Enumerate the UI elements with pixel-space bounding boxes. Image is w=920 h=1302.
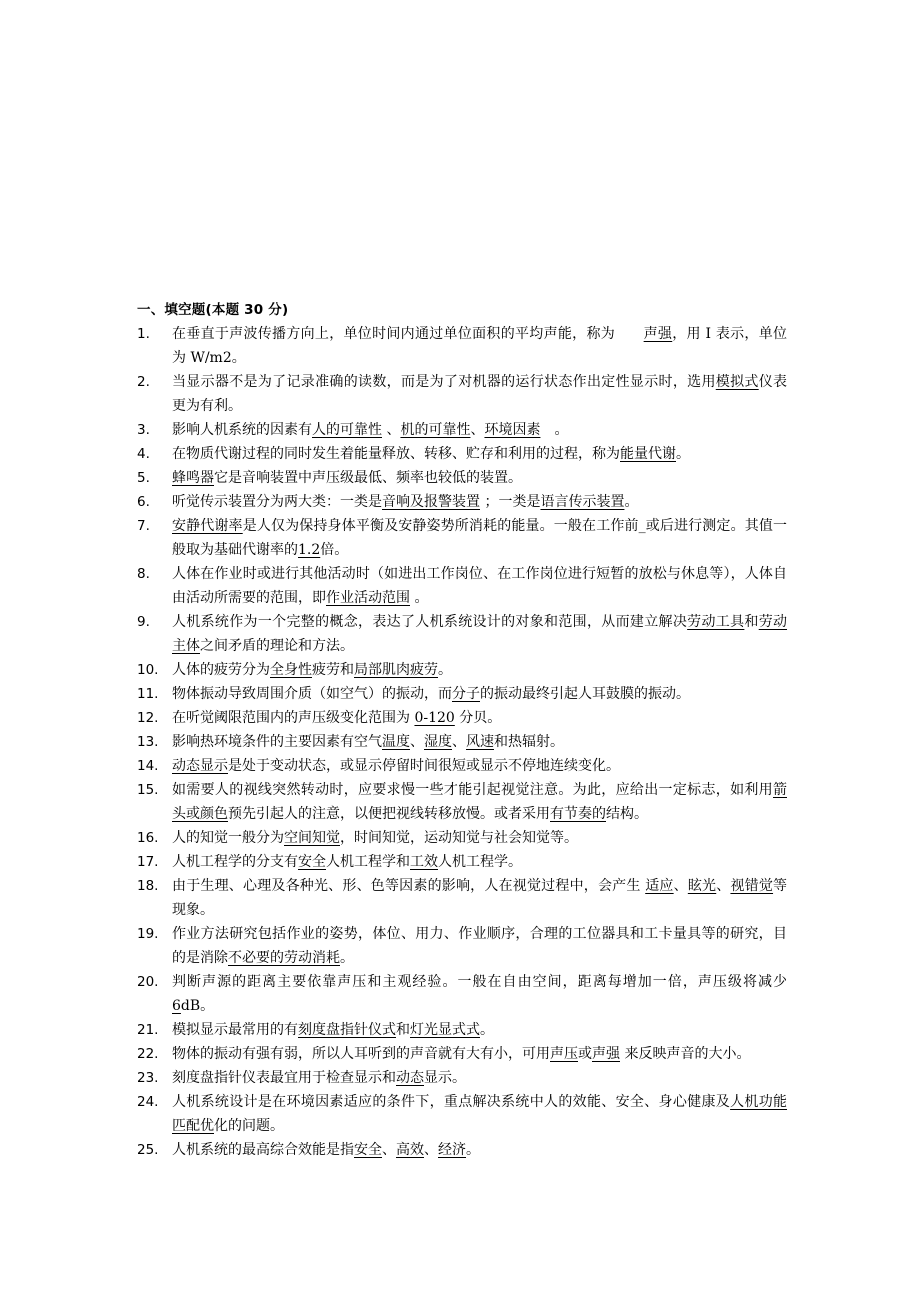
question-segment: 、 xyxy=(470,422,485,438)
question-text xyxy=(172,926,787,966)
question-segment: 当显示器不是为了记录准确的读数，而是为了对机器的运行状态作出定性显示时，选用 xyxy=(172,374,716,390)
answer-blank: 模拟式 xyxy=(715,374,759,390)
question-segment: 。 xyxy=(676,446,690,462)
question-segment: 模拟显示最常用的有 xyxy=(172,1022,298,1038)
question-item xyxy=(137,1090,787,1138)
question-number: 8. xyxy=(137,566,150,582)
question-item xyxy=(137,1018,787,1042)
question-segment: 。 xyxy=(438,662,452,678)
question-item xyxy=(137,562,787,610)
question-item xyxy=(137,1042,787,1066)
answer-blank: 湿度 xyxy=(424,734,452,750)
question-number: 16. xyxy=(137,830,159,846)
question-number: 2. xyxy=(137,374,150,390)
question-segment: 、 xyxy=(424,1142,438,1158)
question-text xyxy=(172,662,452,678)
question-segment: 判断声源的距离主要依靠声压和主观经验。一般在自由空间，距离每增加一倍，声压级将减少 xyxy=(172,974,787,990)
question-segment: 听觉传示装置分为两大类：一类是 xyxy=(172,494,382,510)
question-text xyxy=(172,446,690,462)
question-segment: 人机系统的最高综合效能是指 xyxy=(172,1142,354,1158)
answer-blank: 人的可靠性 xyxy=(312,422,382,438)
answer-blank: 有节奏的 xyxy=(550,806,606,822)
question-text xyxy=(172,830,578,846)
question-segment: 。 xyxy=(480,1022,494,1038)
answer-blank: 适应 xyxy=(645,878,674,894)
question-item xyxy=(137,418,787,442)
question-item xyxy=(137,514,787,562)
question-number: 10. xyxy=(137,662,159,678)
answer-blank: 劳动主体 xyxy=(172,614,788,654)
question-segment: 。 xyxy=(410,590,429,606)
answer-blank: 蜂鸣器 xyxy=(172,470,214,486)
question-segment: 人体在作业时或进行其他活动时（如进出工作岗位、在工作岗位进行短暂的放松与休息等），人体自由活动所需要的范围，即 xyxy=(172,566,787,606)
question-number: 9. xyxy=(137,614,150,630)
question-number: 19. xyxy=(137,926,159,942)
answer-blank: 机的可靠性 xyxy=(400,422,471,438)
question-text xyxy=(172,1094,787,1134)
question-item xyxy=(137,778,787,826)
answer-blank: 0-120 xyxy=(414,710,455,726)
question-text xyxy=(172,710,501,726)
question-item xyxy=(137,658,787,682)
question-segment: 的振动最终引起人耳鼓膜的振动。 xyxy=(480,686,690,702)
answer-blank: 安全 xyxy=(298,854,326,870)
answer-blank: 空间知觉 xyxy=(284,830,340,846)
answer-blank: 灯光显式式 xyxy=(410,1022,480,1038)
question-number: 12. xyxy=(137,710,159,726)
question-segment: 人体的疲劳分为 xyxy=(172,662,270,678)
question-segment: 。 xyxy=(540,422,569,438)
question-segment: 刻度盘指针仪表最宜用于检查显示和 xyxy=(172,1070,396,1086)
question-number: 25. xyxy=(137,1142,159,1158)
question-segment: 来反映声音的大小。 xyxy=(620,1046,751,1062)
question-segment: 之间矛盾的理论和方法。 xyxy=(200,638,354,654)
question-segment: 、 xyxy=(382,1142,396,1158)
answer-blank: 眩光 xyxy=(687,878,717,894)
question-segment: 和 xyxy=(744,614,759,630)
answer-blank: 作业活动范围 xyxy=(326,590,410,606)
question-segment: 显示。 xyxy=(424,1070,466,1086)
question-text xyxy=(172,470,522,486)
question-segment: dB。 xyxy=(180,998,215,1014)
question-text xyxy=(172,1022,494,1038)
question-item xyxy=(137,970,787,1018)
answer-blank: 刻度盘指针仪式 xyxy=(298,1022,396,1038)
question-text xyxy=(172,878,787,918)
question-segment: 人机系统作为一个完整的概念，表达了人机系统设计的对象和范围，从而建立解决 xyxy=(172,614,688,630)
question-number: 24. xyxy=(137,1094,159,1110)
question-item xyxy=(137,1138,787,1162)
question-item xyxy=(137,442,787,466)
question-segment: ，用 I 表示，单位为 W/m2。 xyxy=(172,326,788,366)
answer-blank: 高效 xyxy=(396,1142,424,1158)
question-text xyxy=(172,734,564,750)
question-segment: ，时间知觉，运动知觉与社会知觉等。 xyxy=(340,830,578,846)
document-body xyxy=(137,298,787,1162)
answer-blank: 能量代谢 xyxy=(620,446,676,462)
answer-blank: 视错觉 xyxy=(730,878,774,894)
question-segment: 等现象。 xyxy=(172,878,788,918)
question-number: 5. xyxy=(137,470,150,486)
question-item xyxy=(137,850,787,874)
answer-blank: 动态 xyxy=(396,1070,424,1086)
question-segment: 作业方法研究包括作业的姿势，体位、用力、作业顺序，合理的工位器具和工卡量具等的研究，目的是消除 xyxy=(172,926,787,966)
question-segment: 是处于变动状态，或显示停留时间很短或显示不停地连续变化。 xyxy=(228,758,620,774)
question-segment: 物体振动导致周围介质（如空气）的振动，而 xyxy=(172,686,452,702)
answer-blank: 温度 xyxy=(382,734,410,750)
answer-blank: 安静代谢率 xyxy=(172,518,243,534)
question-text xyxy=(172,974,787,1014)
question-text xyxy=(172,782,787,822)
question-item xyxy=(137,682,787,706)
question-item xyxy=(137,466,787,490)
answer-blank: 语言传示装置 xyxy=(540,494,625,510)
answer-blank: 风速 xyxy=(466,734,494,750)
question-number: 7. xyxy=(137,518,150,534)
question-number: 21. xyxy=(137,1022,159,1038)
question-text xyxy=(172,758,620,774)
question-segment: 化的问题。 xyxy=(214,1118,284,1134)
question-segment: 结构。 xyxy=(606,806,648,822)
question-text xyxy=(172,854,522,870)
question-number: 4. xyxy=(137,446,150,462)
section-title: 一、填空题(本题 30 分) xyxy=(137,302,289,318)
question-segment: 、 xyxy=(410,734,424,750)
answer-blank: 1.2 xyxy=(298,542,321,558)
question-number: 23. xyxy=(137,1070,159,1086)
question-segment: 。 xyxy=(466,1142,480,1158)
answer-blank: 声压 xyxy=(550,1046,578,1062)
answer-blank: 不必要的劳动消耗 xyxy=(228,950,340,966)
question-item xyxy=(137,826,787,850)
answer-blank: 分子 xyxy=(452,686,480,702)
question-item xyxy=(137,730,787,754)
question-item xyxy=(137,922,787,970)
question-segment: 影响人机系统的因素有 xyxy=(172,422,312,438)
answer-blank: 6 xyxy=(172,998,181,1014)
question-item xyxy=(137,706,787,730)
question-number: 3. xyxy=(137,422,150,438)
question-text xyxy=(172,1046,750,1062)
question-number: 14. xyxy=(137,758,159,774)
question-item xyxy=(137,1066,787,1090)
question-number: 6. xyxy=(137,494,150,510)
question-number: 13. xyxy=(137,734,159,750)
question-number: 18. xyxy=(137,878,159,894)
question-segment: 、 xyxy=(673,878,688,894)
question-number: 22. xyxy=(137,1046,159,1062)
answer-blank: 全身性 xyxy=(270,662,312,678)
question-number: 17. xyxy=(137,854,159,870)
answer-blank: 动态显示 xyxy=(172,758,228,774)
question-segment: 。 xyxy=(340,950,354,966)
question-text xyxy=(172,494,638,510)
question-text xyxy=(172,422,568,438)
question-item xyxy=(137,610,787,658)
question-segment: 和 xyxy=(396,1022,410,1038)
question-text xyxy=(172,1142,480,1158)
answer-blank: 工效 xyxy=(410,854,438,870)
question-text xyxy=(172,686,690,702)
question-text xyxy=(172,374,787,414)
question-segment: 如需要人的视线突然转动时，应要求慢一些才能引起视觉注意。为此，应给出一定标志，如利用 xyxy=(172,782,773,798)
answer-blank: 经济 xyxy=(438,1142,466,1158)
question-segment: 影响热环境条件的主要因素有空气 xyxy=(172,734,382,750)
question-segment: 仪表更为有利。 xyxy=(172,374,788,414)
question-number: 20. xyxy=(137,974,159,990)
answer-blank: 声强 xyxy=(643,326,673,342)
question-segment: 由于生理、心理及各种光、形、色等因素的影响，人在视觉过程中，会产生 xyxy=(172,878,646,894)
answer-blank: 劳动工具 xyxy=(687,614,745,630)
question-segment: 人机工程学的分支有 xyxy=(172,854,298,870)
question-item xyxy=(137,490,787,514)
question-segment: 、 xyxy=(382,422,401,438)
question-text xyxy=(172,518,787,558)
question-number: 11. xyxy=(137,686,159,702)
question-segment: 预先引起人的注意，以便把视线转移放慢。或者采用 xyxy=(228,806,550,822)
question-segment: 物体的振动有强有弱，所以人耳听到的声音就有大有小，可用 xyxy=(172,1046,550,1062)
question-text xyxy=(172,566,787,606)
question-text xyxy=(172,1070,466,1086)
question-segment: 倍。 xyxy=(320,542,349,558)
question-item xyxy=(137,874,787,922)
question-segment: 人机工程学。 xyxy=(438,854,522,870)
answer-blank: 安全 xyxy=(354,1142,382,1158)
question-item xyxy=(137,322,787,370)
question-segment: 在听觉阈限范围内的声压级变化范围为 xyxy=(172,710,415,726)
question-segment: 人机工程学和 xyxy=(326,854,410,870)
question-segment: 分贝。 xyxy=(454,710,502,726)
question-segment: 和热辐射。 xyxy=(494,734,564,750)
answer-blank: 人机功能匹配优 xyxy=(172,1094,788,1134)
question-segment: 、 xyxy=(716,878,731,894)
question-segment: 。 xyxy=(624,494,639,510)
question-segment: ；一类是 xyxy=(480,494,541,510)
question-segment: 人的知觉一般分为 xyxy=(172,830,284,846)
question-number: 15. xyxy=(137,782,159,798)
question-segment: 、 xyxy=(452,734,466,750)
answer-blank: 音响及报警装置 xyxy=(382,494,480,510)
question-segment: 在物质代谢过程的同时发生着能量释放、转移、贮存和利用的过程，称为 xyxy=(172,446,620,462)
question-segment: 或 xyxy=(578,1046,592,1062)
question-item xyxy=(137,754,787,778)
question-segment: 疲劳和 xyxy=(312,662,354,678)
question-segment: 是人仅为保持身体平衡及安静姿势所消耗的能量。一般在工作前_或后进行测定。其值一般取为基础代谢率的 xyxy=(172,518,788,558)
question-number: 1. xyxy=(137,326,150,342)
question-text xyxy=(172,326,787,366)
question-item xyxy=(137,370,787,418)
answer-blank: 局部肌肉疲劳 xyxy=(354,662,438,678)
answer-blank: 声强 xyxy=(592,1046,620,1062)
question-segment: 它是音响装置中声压级最低、频率也较低的装置。 xyxy=(214,470,522,486)
question-list xyxy=(137,322,787,1162)
question-text xyxy=(172,614,787,654)
question-segment: 在垂直于声波传播方向上，单位时间内通过单位面积的平均声能，称为 xyxy=(172,326,644,342)
question-segment: 人机系统设计是在环境因素适应的条件下，重点解决系统中人的效能、安全、身心健康及 xyxy=(172,1094,731,1110)
answer-blank: 环境因素 xyxy=(484,422,541,438)
answer-blank: 箭头或颜色 xyxy=(172,782,787,822)
